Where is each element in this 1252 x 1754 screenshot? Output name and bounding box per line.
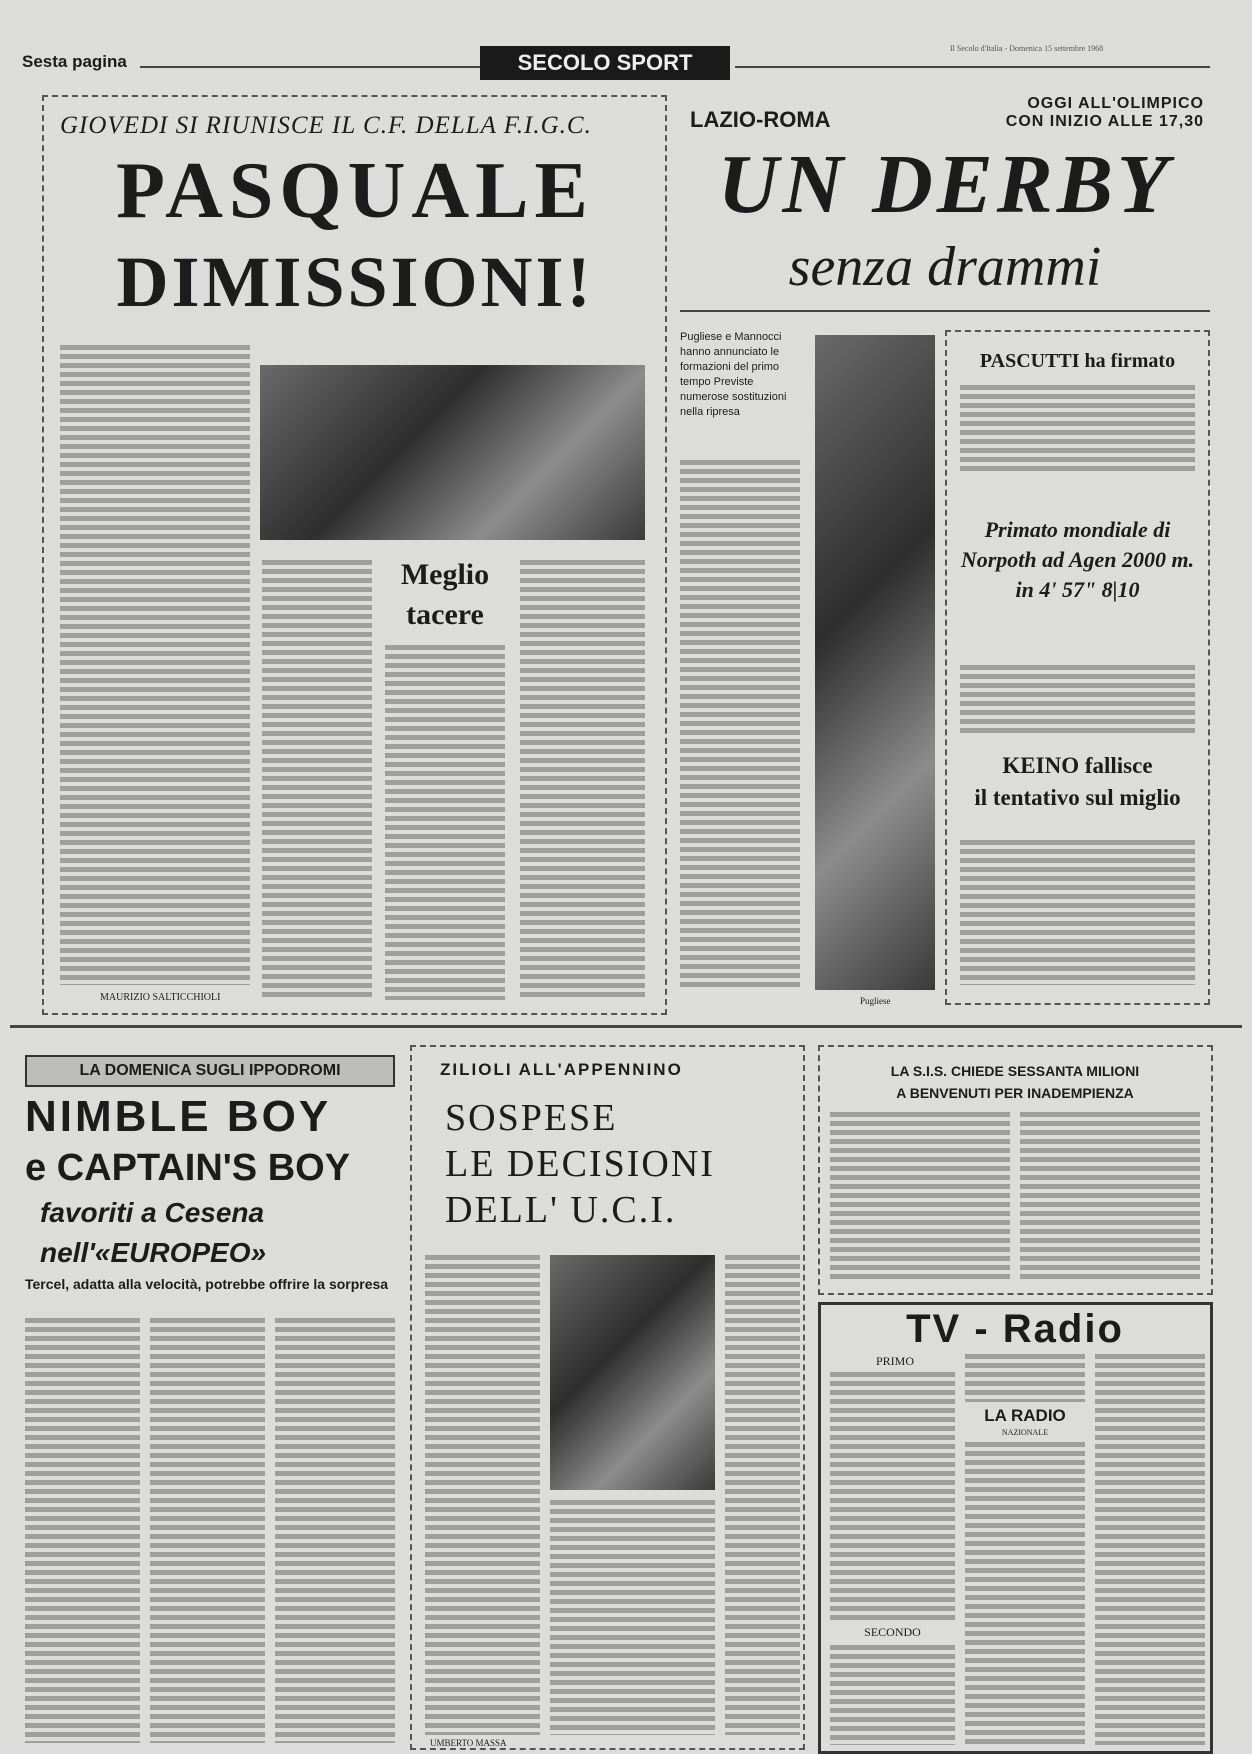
headline-sub: favoriti a Cesena	[40, 1197, 265, 1228]
section-label: PRIMO	[875, 1354, 914, 1368]
brief-headline: KEINO fallisce il tentativo sul miglio	[974, 753, 1181, 810]
kicker: GIOVEDI SI RIUNISCE IL C.F. DELLA F.I.G.C.	[60, 112, 592, 139]
photo	[550, 1255, 715, 1490]
article-body	[60, 345, 250, 985]
headline: LA S.I.S. CHIEDE SESSANTA MILIONI A BENVENUTI PER INADEMPIENZA	[890, 1063, 1140, 1101]
article-body	[520, 560, 645, 1000]
signature: MAURIZIO SALTICCHIOLI	[100, 992, 221, 1003]
masthead: SECOLO SPORT	[480, 46, 730, 80]
photo	[260, 365, 645, 540]
radio-schedule	[965, 1442, 1085, 1745]
date: Il Secolo d'Italia - Domenica 15 settembre 1968	[950, 44, 1104, 53]
kicker: LA DOMENICA SUGLI IPPODROMI	[25, 1055, 395, 1087]
section-label: LA RADIO	[984, 1406, 1066, 1425]
article-body	[960, 665, 1195, 735]
headline: UN DERBY	[717, 138, 1173, 231]
brief-headline: Primato mondiale di Norpoth ad Agen 2000 m. in 4' 57" 8|10	[960, 517, 1195, 602]
article-body	[262, 560, 372, 1000]
deck: Tercel, adatta alla velocità, potrebbe offrire la sorpresa	[25, 1276, 389, 1292]
tv-schedule	[830, 1372, 955, 1620]
headline: SOSPESE LE DECISIONI DELL' U.C.I.	[445, 1097, 715, 1231]
article-body	[275, 1318, 395, 1743]
divider	[735, 66, 1210, 68]
article-body	[725, 1255, 800, 1735]
deck: Pugliese e Mannocci hanno annunciato le formazioni del primo tempo Previste numerose sostituzioni nella ripresa	[680, 331, 787, 418]
section-label: Sesta pagina	[22, 52, 127, 71]
signature: UMBERTO MASSA	[430, 1738, 507, 1748]
headline: NIMBLE BOY	[25, 1092, 332, 1141]
article-body	[1020, 1112, 1200, 1282]
divider	[10, 1025, 1242, 1028]
article-body	[960, 385, 1195, 475]
radio-schedule	[1095, 1354, 1205, 1745]
divider	[140, 66, 480, 68]
article-body	[550, 1500, 715, 1735]
article-body	[680, 460, 800, 990]
article-body	[960, 840, 1195, 985]
divider	[680, 310, 1210, 312]
photo	[815, 335, 935, 990]
section-label: NAZIONALE	[1001, 1428, 1049, 1437]
tv-schedule	[965, 1354, 1085, 1402]
photo-caption: Pugliese	[860, 996, 891, 1006]
tv-schedule	[830, 1645, 955, 1745]
article-body	[150, 1318, 265, 1743]
headline: DIMISSIONI!	[116, 242, 594, 322]
brief-headline: PASCUTTI ha firmato	[979, 350, 1176, 372]
match-time: OGGI ALL'OLIMPICO CON INIZIO ALLE 17,30	[1005, 95, 1204, 130]
headline-sub: nell'«EUROPEO»	[40, 1237, 267, 1268]
headline-sub: senza drammi	[788, 236, 1102, 298]
article-body	[425, 1255, 540, 1735]
article-body	[25, 1318, 140, 1743]
kicker: LAZIO-ROMA	[690, 107, 831, 132]
sub-headline: Meglio tacere	[400, 558, 490, 631]
kicker: ZILIOLI ALL'APPENNINO	[440, 1060, 683, 1079]
headline: PASQUALE	[116, 147, 594, 235]
article-body	[385, 645, 505, 1000]
tv-radio-title: TV - Radio	[906, 1307, 1124, 1351]
section-label: SECONDO	[864, 1625, 921, 1639]
headline: e CAPTAIN'S BOY	[25, 1147, 351, 1189]
article-body	[830, 1112, 1010, 1282]
